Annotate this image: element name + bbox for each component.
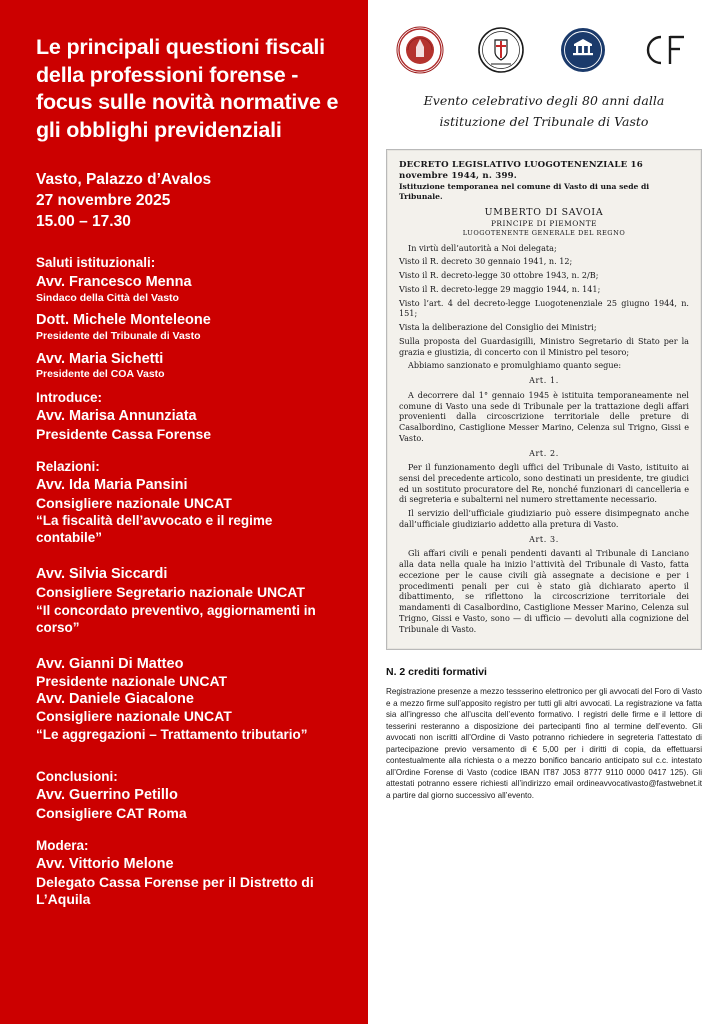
person-role: Consigliere Segretario nazionale UNCAT (36, 584, 305, 601)
person-role: Presidente del Tribunale di Vasto (36, 329, 201, 342)
decree-signatory: UMBERTO DI SAVOIA (484, 206, 604, 218)
celebration-line-2: istituzione del Tribunale di Vasto (439, 114, 649, 130)
person-name: Dott. Michele Monteleone (36, 312, 211, 329)
venue-line: Vasto, Palazzo d’Avalos (36, 171, 212, 189)
list-item (36, 566, 342, 635)
section-greetings (36, 254, 342, 382)
list-item (36, 274, 342, 305)
person-name: Avv. Vittorio Melone (36, 856, 174, 873)
logo-row (386, 26, 702, 74)
decree-paragraph: Sulla proposta del Guardasigilli, Ministro Segretario di Stato per la grazia e giustizia, di concerto con il Ministro pel tesoro; (399, 335, 689, 357)
section-intro (36, 389, 342, 444)
decree-heading: DECRETO LEGISLATIVO LUOGOTENENZIALE 16 novembre 1944, n. 399. (399, 159, 643, 181)
decree-visto-item: Vista la deliberazione del Consiglio dei Ministri; (399, 322, 597, 333)
date-line: 27 novembre 2025 (36, 191, 171, 209)
decree-subheading: Istituzione temporanea nel comune di Vasto di una sede di Tribunale. (399, 181, 650, 201)
person-name: Avv. Gianni Di Matteo (36, 655, 184, 672)
decree-paragraph: Gli affari civili e penali pendenti davanti al Tribunale di Lanciano alla data nella quale ha inizio l’attività del Tribunale di Vasto, fatta eccezione per le cause civili già assegnate a decisione e per i procedimenti penali per cui è stato già dichiarato aperto il dibattimento, se riflettono la circoscrizione territoriale dei mandamenti di Casalbordino, Castiglione Messer Marino, Celenza sul Trigno, Gissi e Vasto, sono — di ufficio — devoluti alla cognizione del Tribunale di Vasto. (399, 548, 689, 634)
logo-cassa-forense (640, 26, 688, 74)
person-role: Presidente Cassa Forense (36, 426, 212, 443)
decree-paragraph: Il servizio dell’ufficiale giudiziario può essere disimpegnato anche dall’ufficiale giudiziario addetto alla pretura di Vasto. (399, 508, 689, 529)
person-role: Consigliere nazionale UNCAT (36, 708, 232, 725)
decree-visto-item: Visto il R. decreto-legge 29 maggio 1944, n. 141; (399, 283, 601, 294)
list-item (36, 656, 342, 743)
person-role: Delegato Cassa Forense per il Distretto di L’Aquila (36, 873, 314, 908)
decree-scan (386, 149, 702, 651)
decree-visto-item: Visto l’art. 4 del decreto-legge Luogotenenziale 25 giugno 1944, n. 151; (399, 297, 689, 319)
talk-title: “Il concordato preventivo, aggiornamenti in corso” (36, 602, 316, 635)
list-item (36, 312, 342, 343)
decree-article-label: Art. 2. (529, 448, 559, 458)
list-item (36, 351, 342, 382)
person-name: Avv. Guerrino Petillo (36, 787, 178, 804)
moderator-heading: Modera: (36, 837, 89, 853)
person-role: Sindaco della Città del Vasto (36, 291, 179, 304)
credits-title: N. 2 crediti formativi (386, 666, 487, 679)
time-line: 15.00 – 17.30 (36, 212, 131, 230)
logo-tribunale-vasto (477, 26, 525, 74)
decree-signatory-subtitle: LUOGOTENENTE GENERALE DEL REGNO (462, 228, 626, 237)
person-role: Presidente nazionale UNCAT (36, 673, 228, 690)
decree-visto-item: Visto il R. decreto-legge 30 ottobre 1943, n. 2/B; (399, 270, 599, 281)
right-white-panel (368, 0, 724, 1024)
reports-heading: Relazioni: (36, 458, 100, 474)
logo-comune-vasto (396, 26, 444, 74)
decree-paragraph: In virtù dell’autorità a Noi delegata; (408, 242, 557, 253)
celebration-note (386, 90, 702, 133)
page-title: Le principali questioni fiscali della professioni forense - focus sulle novità normative e gli obblighi previdenziali (36, 35, 339, 142)
credits-body: Registrazione presenze a mezzo tessserino elettronico per gli avvocati del Foro di Vasto e a mezzo firme sull’apposito registro per tutti gli altri avvocati. La registrazione va fatta sia all’ingresso che all’uscita dell’evento formativo. I registri delle firme e il lettore di tesserini resteranno a disposizione dei partecipanti fino al termine dell’evento. Gli avvocati non iscritti all’Ordine di Vasto potranno richiedere in segreteria l’attestato di partecipazione previo versamento di € 5,00 per i diritti di copia, da effettuarsi contestualmente alla richiesta o a mezzo bonifico bancario anticipato sul c.c. intestato all’Ordine Forense di Vasto (codice IBAN IT87 J053 8777 9110 0000 0417 125). Gli attestati potranno essere richiesti all’indirizzo email ordineavvocativasto@fastwebnet.it a partire dal giorno successivo all’evento. (386, 687, 702, 800)
decree-paragraph: A decorrere dal 1° gennaio 1945 è istituita temporaneamente nel comune di Vasto una sede di Tribunale per la trattazione degli affari provenienti dalla circoscrizione territoriale delle preture di Casalbordino, Castiglione Messer Marino, Celenza sul Trigno, Gissi e Vasto. (399, 389, 689, 443)
list-item (36, 408, 342, 443)
decree-visti-list (399, 256, 689, 333)
event-venue-block (36, 170, 342, 232)
person-name: Avv. Ida Maria Pansini (36, 477, 188, 494)
decree-visto-item: Visto il R. decreto 30 gennaio 1941, n. 12; (399, 256, 573, 267)
person-name: Avv. Silvia Siccardi (36, 566, 168, 583)
talk-title: “La fiscalità dell’avvocato e il regime contabile” (36, 513, 273, 546)
section-moderator (36, 837, 342, 909)
person-role: Consigliere nazionale UNCAT (36, 494, 232, 511)
person-name: Avv. Francesco Menna (36, 273, 192, 290)
talk-title: “Le aggregazioni – Trattamento tributario” (36, 726, 308, 742)
logo-coa-vasto (559, 26, 607, 74)
decree-article-label: Art. 3. (529, 534, 559, 544)
section-reports (36, 458, 342, 743)
decree-paragraph: Per il funzionamento degli uffici del Tribunale di Vasto, istituito ai sensi del precedente articolo, sono destinati un presidente, tre giudici ed un sostituto procuratore del Re, nonché funzionari di cancelleria e di segreteria e subalterni nel numero strettamente necessario. (399, 462, 689, 505)
decree-article-label: Art. 1. (529, 376, 559, 386)
intro-heading: Introduce: (36, 389, 102, 405)
person-name: Avv. Maria Sichetti (36, 350, 164, 367)
decree-paragraph: Abbiamo sanzionato e promulghiamo quanto segue: (408, 360, 622, 371)
list-item (36, 477, 342, 546)
list-item (36, 787, 342, 822)
person-role: Presidente del COA Vasto (36, 368, 165, 381)
decree-signatory-title: PRINCIPE DI PIEMONTE (490, 219, 598, 229)
conclusions-heading: Conclusioni: (36, 768, 118, 784)
celebration-line-1: Evento celebrativo degli 80 anni dalla (423, 93, 665, 108)
person-name: Avv. Marisa Annunziata (36, 408, 197, 425)
person-role: Consigliere CAT Roma (36, 805, 187, 822)
list-item (36, 856, 342, 909)
person-name: Avv. Daniele Giacalone (36, 690, 194, 707)
section-conclusions (36, 768, 342, 823)
greetings-heading: Saluti istituzionali: (36, 255, 156, 271)
